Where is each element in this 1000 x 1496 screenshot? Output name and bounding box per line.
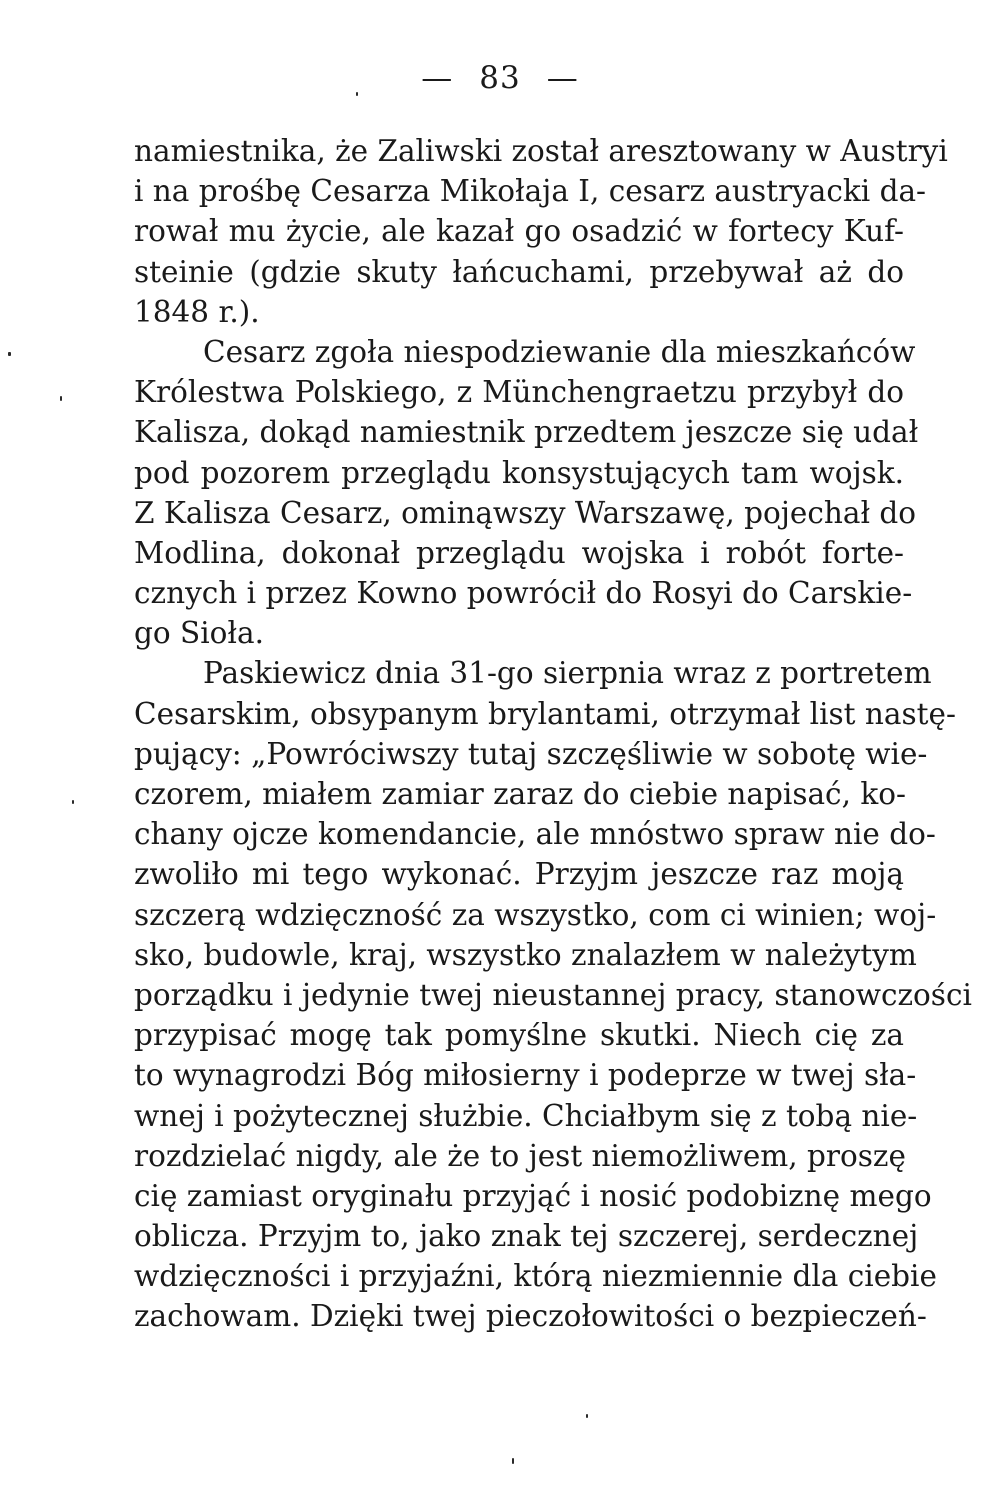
page-header	[0, 60, 1000, 96]
text-line: namiestnika, że Zaliwski został aresztowany w Austryi	[134, 134, 948, 168]
text-line: Kalisza, dokąd namiestnik przedtem jeszcze się udał	[134, 415, 919, 450]
text-line: przypisać mogę tak pomyślne skutki. Niech cię za	[134, 1018, 904, 1053]
scan-speck	[60, 396, 62, 401]
text-line: oblicza. Przyjm to, jako znak tej szczerej, serdecznej	[134, 1219, 919, 1254]
text-line: wnej i pożytecznej służbie. Chciałbym się z tobą nie-	[134, 1098, 918, 1133]
text-line: to wynagrodzi Bóg miłosierny i podeprze w twej sła-	[134, 1058, 917, 1093]
text-line: zachowam. Dzięki twej pieczołowitości o bezpieczeń-	[134, 1299, 927, 1334]
page-body	[134, 131, 972, 1337]
paragraph-first-line: Paskiewicz dnia 31-go sierpnia wraz z portretem	[203, 656, 932, 691]
text-line: czorem, miałem zamiar zaraz do ciebie napisać, ko-	[134, 777, 906, 811]
text-line: wdzięczności i przyjaźni, którą niezmiennie dla ciebie	[134, 1259, 937, 1294]
text-line: Cesarskim, obsypanym brylantami, otrzymał list nastę-	[134, 696, 956, 731]
text-line: Królestwa Polskiego, z Münchengraetzu przybył do	[134, 375, 904, 410]
text-line: i na prośbę Cesarza Mikołaja I, cesarz austryacki da-	[134, 174, 927, 209]
paragraph-first-line: Cesarz zgoła niespodziewanie dla mieszkańców	[203, 334, 916, 369]
text-line: rozdzielać nigdy, ale że to jest niemożliwem, proszę	[134, 1138, 906, 1173]
scan-speck	[586, 1414, 588, 1418]
text-line: zwoliło mi tego wykonać. Przyjm jeszcze raz moją	[134, 857, 904, 892]
text-line: steinie (gdzie skuty łańcuchami, przebywał aż do	[134, 254, 904, 289]
text-line: cznych i przez Kowno powrócił do Rosyi do Carskie-	[134, 576, 913, 611]
text-line: sko, budowle, kraj, wszystko znalazłem w należytym	[134, 937, 917, 972]
text-line: cię zamiast oryginału przyjąć i nosić podobiznę mego	[134, 1178, 932, 1213]
page-number: 83	[479, 60, 521, 96]
text-line: chany ojcze komendancie, ale mnóstwo spraw nie do-	[134, 817, 936, 852]
text-line: rował mu życie, ale kazał go osadzić w fortecy Kuf-	[134, 214, 904, 249]
text-line: szczerą wdzięczność za wszystko, com ci winien; woj-	[134, 897, 937, 932]
text-line: porządku i jedynie twej nieustannej pracy, stanowczości	[134, 977, 972, 1012]
text-line: go Sioła.	[134, 616, 264, 651]
text-line: pujący: „Powróciwszy tutaj szczęśliwie w sobotę wie-	[134, 736, 928, 771]
scan-speck	[512, 1458, 514, 1464]
text-line: 1848 r.).	[134, 294, 260, 329]
text-line: pod pozorem przeglądu konsystujących tam wojsk.	[134, 455, 904, 490]
scan-speck	[72, 800, 74, 804]
scan-speck	[356, 92, 358, 96]
text-line: Modlina, dokonał przeglądu wojska i robót forte-	[134, 535, 904, 570]
page-number-dash-right: —	[546, 60, 579, 96]
scan-speck	[8, 352, 11, 356]
page-number-dash-left: —	[421, 60, 454, 96]
text-line: Z Kalisza Cesarz, ominąwszy Warszawę, pojechał do	[134, 495, 917, 530]
